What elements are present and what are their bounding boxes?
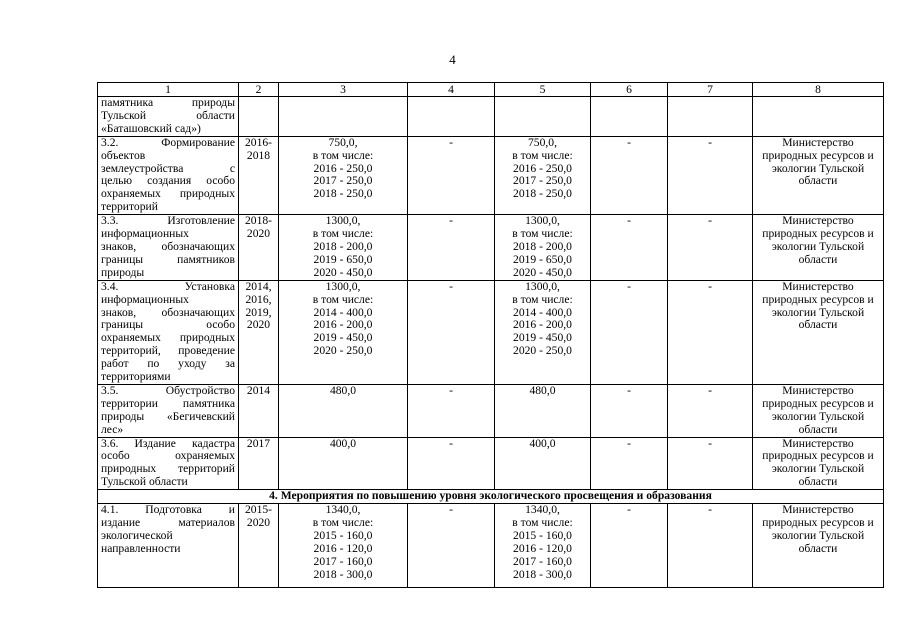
- header-cell: 3: [279, 83, 408, 97]
- cell-line: знаков, обозначающих: [101, 239, 235, 253]
- cell-line: Министерство: [782, 436, 854, 450]
- cell-line: 2015-: [244, 503, 273, 517]
- cell-line: Министерство: [782, 214, 854, 228]
- table-row: [98, 280, 884, 384]
- cell-line: Министерство: [782, 383, 854, 397]
- cell-line: 1300,0,: [325, 279, 361, 293]
- cell-line: 3.2. Формирование: [101, 135, 235, 149]
- cell-line: 2016 - 120,0: [313, 541, 373, 555]
- header-row: [98, 83, 884, 97]
- cell-line: издание материалов: [101, 516, 235, 529]
- cell-line: 2018 - 200,0: [513, 239, 572, 253]
- cell-line: Министерство: [782, 279, 854, 293]
- cell-c8: [753, 504, 884, 588]
- table-row: [98, 504, 884, 588]
- cell-line: области: [798, 475, 838, 489]
- cell-line: лес»: [101, 422, 124, 436]
- cell-line: 3.6. Издание кадастра: [101, 436, 235, 450]
- header-cell: 1: [98, 83, 239, 97]
- cell-c8: [753, 437, 884, 490]
- cell-line: 2016-: [244, 135, 273, 149]
- cell-c3: [279, 280, 408, 384]
- cell-line: 2016 - 120,0: [513, 541, 572, 555]
- cell-line: экологии Тульской: [771, 305, 865, 319]
- cell-line: экологии Тульской: [771, 528, 865, 542]
- cell-line: 1300,0,: [325, 214, 361, 228]
- cell-line: охраняемых природных: [101, 187, 235, 201]
- cell-line: природных ресурсов и: [762, 516, 874, 529]
- cell-line: 2020 - 250,0: [513, 344, 572, 358]
- cell-line: 2017 - 250,0: [313, 174, 373, 188]
- cell-line: знаков, обозначающих: [101, 305, 235, 319]
- cell-line: природных ресурсов и: [762, 148, 874, 162]
- cell-line: экологической: [101, 528, 173, 542]
- cell-line: в том числе:: [512, 227, 573, 241]
- cell-line: 2015 - 160,0: [513, 528, 572, 542]
- cell-c3: [279, 136, 408, 214]
- cell-line: Тульской области: [101, 475, 188, 489]
- cell-line: 750,0,: [528, 135, 557, 149]
- cell-line: границы памятников: [101, 252, 235, 266]
- cell-line: 2018 - 300,0: [313, 567, 373, 581]
- cell-line: 2020 - 450,0: [513, 265, 572, 279]
- cell-line: экологии Тульской: [771, 161, 865, 175]
- cell-line: охраняемых природных: [101, 331, 235, 345]
- cell-line: области: [798, 252, 838, 266]
- cell-line: природных ресурсов и: [762, 396, 874, 410]
- cell-line: территорий, проведение: [101, 344, 235, 358]
- cell-line: землеустройства с: [101, 161, 235, 175]
- cell-line: в том числе:: [512, 292, 573, 306]
- cell-line: в том числе:: [312, 292, 374, 306]
- cell-line: 1340,0,: [525, 503, 560, 517]
- cell-c2: [239, 384, 279, 437]
- cell-line: 2016 - 200,0: [313, 318, 373, 332]
- cell-c8: [753, 384, 884, 437]
- table-body: [98, 83, 884, 588]
- cell-line: 2016 - 250,0: [513, 161, 572, 175]
- measures-table: [97, 82, 884, 588]
- cell-c4: -: [408, 437, 495, 490]
- cell-line: природных ресурсов и: [762, 227, 874, 241]
- cell-line: 400,0: [329, 436, 357, 450]
- cell-c7: [668, 97, 753, 137]
- cell-line: 2016 - 200,0: [513, 318, 572, 332]
- cell-c2: [239, 280, 279, 384]
- cell-c7: -: [668, 136, 753, 214]
- cell-line: области: [798, 422, 838, 436]
- cell-c5: [495, 215, 591, 281]
- cell-line: 2018 - 300,0: [513, 567, 572, 581]
- cell-line: 1300,0,: [525, 214, 560, 228]
- cell-line: в том числе:: [312, 227, 374, 241]
- cell-c6: [591, 97, 668, 137]
- cell-line: Министерство: [782, 135, 854, 149]
- cell-line: 2019 - 450,0: [313, 331, 373, 345]
- cell-line: в том числе:: [312, 516, 374, 529]
- cell-c6: -: [591, 437, 668, 490]
- cell-line: территорий: [101, 200, 158, 214]
- cell-line: Министерство: [782, 503, 854, 517]
- cell-line: 3.5. Обустройство: [101, 383, 235, 397]
- cell-line: 2019 - 450,0: [513, 331, 572, 345]
- cell-line: 2017 - 250,0: [513, 174, 572, 188]
- header-cell: 8: [753, 83, 884, 97]
- cell-c4: -: [408, 215, 495, 281]
- cell-c1: [98, 504, 239, 588]
- cell-c2: [239, 215, 279, 281]
- cell-line: природных территорий: [101, 462, 235, 476]
- cell-c1: [98, 384, 239, 437]
- table-row: [98, 97, 884, 137]
- cell-line: области: [798, 318, 838, 332]
- cell-c2: [239, 437, 279, 490]
- cell-line: информационных: [101, 292, 189, 306]
- cell-line: работ по уходу за: [101, 357, 235, 371]
- cell-c1: [98, 280, 239, 384]
- cell-c1: [98, 215, 239, 281]
- cell-line: 2014: [246, 383, 271, 397]
- cell-line: 2019,: [245, 305, 272, 319]
- cell-line: 2018 - 250,0: [513, 187, 572, 201]
- cell-line: 2018: [246, 148, 271, 162]
- table-row: [98, 437, 884, 490]
- cell-line: 480,0: [529, 383, 556, 397]
- cell-c6: -: [591, 384, 668, 437]
- header-cell: 2: [239, 83, 279, 97]
- cell-line: 2014 - 400,0: [513, 305, 572, 319]
- cell-c2: [239, 97, 279, 137]
- cell-c4: -: [408, 136, 495, 214]
- cell-line: 3.3. Изготовление: [101, 214, 235, 228]
- cell-line: в том числе:: [512, 148, 573, 162]
- cell-line: территориями: [101, 370, 171, 384]
- cell-c8: [753, 136, 884, 214]
- header-cell: 4: [408, 83, 495, 97]
- cell-c4: [408, 97, 495, 137]
- cell-line: памятника природы: [101, 96, 235, 109]
- cell-line: Тульской области: [101, 108, 235, 122]
- cell-c6: -: [591, 215, 668, 281]
- cell-c4: -: [408, 280, 495, 384]
- cell-line: 480,0: [329, 383, 357, 397]
- cell-line: 2017 - 160,0: [313, 554, 373, 568]
- cell-line: 750,0,: [328, 135, 358, 149]
- cell-line: целью создания особо: [101, 174, 235, 188]
- cell-line: природных ресурсов и: [762, 292, 874, 306]
- cell-c7: -: [668, 504, 753, 588]
- cell-c5: [495, 97, 591, 137]
- cell-line: 2017: [246, 436, 271, 450]
- cell-line: 2019 - 650,0: [313, 252, 373, 266]
- cell-c8: [753, 280, 884, 384]
- cell-line: природы «Бегичевский: [101, 409, 235, 423]
- cell-c3: [279, 504, 408, 588]
- cell-c3: [279, 437, 408, 490]
- cell-line: 2020: [246, 516, 271, 529]
- table-row: [98, 136, 884, 214]
- cell-line: 2018 - 250,0: [313, 187, 373, 201]
- cell-c8: [753, 97, 884, 137]
- cell-line: 2016 - 250,0: [313, 161, 373, 175]
- cell-line: 2014 - 400,0: [313, 305, 373, 319]
- cell-line: информационных: [101, 227, 189, 241]
- cell-line: в том числе:: [512, 516, 573, 529]
- cell-c1: [98, 136, 239, 214]
- cell-line: области: [798, 174, 838, 188]
- cell-c1: [98, 437, 239, 490]
- cell-c4: -: [408, 384, 495, 437]
- section-title: 4. Мероприятия по повышению уровня экологического просвещения и образования: [98, 490, 884, 504]
- header-cell: 6: [591, 83, 668, 97]
- cell-line: 2016,: [245, 292, 272, 306]
- cell-c6: -: [591, 136, 668, 214]
- cell-line: экологии Тульской: [771, 462, 865, 476]
- cell-c6: -: [591, 280, 668, 384]
- cell-c2: [239, 136, 279, 214]
- cell-line: 4.1. Подготовка и: [101, 503, 235, 517]
- cell-line: 3.4. Установка: [101, 279, 235, 293]
- cell-line: экологии Тульской: [771, 409, 865, 423]
- cell-line: природных ресурсов и: [762, 449, 874, 463]
- cell-c3: [279, 97, 408, 137]
- cell-line: 2017 - 160,0: [513, 554, 572, 568]
- cell-c7: -: [668, 280, 753, 384]
- cell-line: особо охраняемых: [101, 449, 235, 463]
- cell-c5: [495, 136, 591, 214]
- page-number: 4: [449, 52, 456, 67]
- cell-line: 1300,0,: [525, 279, 560, 293]
- cell-c3: [279, 384, 408, 437]
- cell-line: области: [798, 541, 838, 555]
- cell-line: экологии Тульской: [771, 239, 865, 253]
- header-cell: 5: [495, 83, 591, 97]
- header-cell: 7: [668, 83, 753, 97]
- cell-line: 2018 - 200,0: [313, 239, 373, 253]
- table-row: [98, 215, 884, 281]
- cell-line: природы: [101, 265, 145, 279]
- cell-line: 2018-: [244, 214, 273, 228]
- cell-line: 2020: [246, 227, 271, 241]
- cell-c4: -: [408, 504, 495, 588]
- cell-c7: -: [668, 437, 753, 490]
- cell-line: территории памятника: [101, 396, 235, 410]
- cell-line: 400,0: [529, 436, 556, 450]
- cell-line: 2019 - 650,0: [513, 252, 572, 266]
- cell-line: объектов: [101, 148, 146, 162]
- cell-c2: [239, 504, 279, 588]
- cell-c1: [98, 97, 239, 137]
- cell-c6: -: [591, 504, 668, 588]
- cell-c7: -: [668, 215, 753, 281]
- table-row: [98, 384, 884, 437]
- cell-c3: [279, 215, 408, 281]
- cell-c8: [753, 215, 884, 281]
- cell-line: 2015 - 160,0: [313, 528, 373, 542]
- cell-line: направленности: [101, 541, 181, 555]
- cell-line: в том числе:: [312, 148, 374, 162]
- cell-c7: -: [668, 384, 753, 437]
- cell-line: 2020 - 450,0: [313, 265, 373, 279]
- cell-c5: [495, 384, 591, 437]
- cell-line: 2020: [246, 318, 271, 332]
- cell-line: 2014,: [245, 279, 272, 293]
- section-row: [98, 490, 884, 504]
- cell-line: «Баташовский сад»): [101, 121, 201, 135]
- cell-line: 1340,0,: [325, 503, 361, 517]
- cell-c5: [495, 280, 591, 384]
- cell-c5: [495, 437, 591, 490]
- cell-line: 2020 - 250,0: [313, 344, 373, 358]
- cell-line: границы особо: [101, 318, 235, 332]
- cell-c5: [495, 504, 591, 588]
